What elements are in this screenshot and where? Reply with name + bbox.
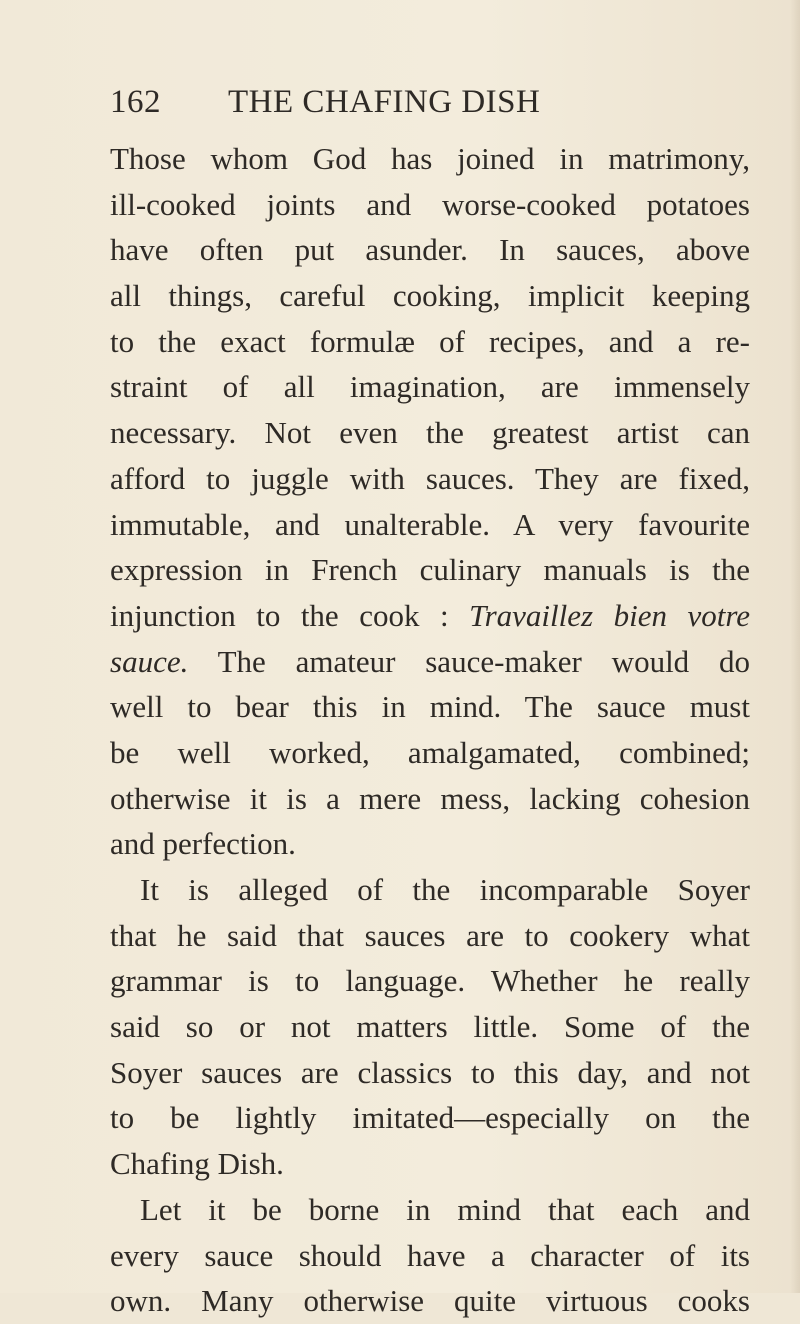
text-line: to be lightly imitated—especially on the	[110, 1100, 750, 1136]
text-line: necessary. Not even the greatest artist can	[110, 415, 750, 451]
text-line: have often put asunder. In sauces, above	[110, 232, 750, 268]
text-line: Those whom God has joined in matrimony,	[110, 141, 750, 176]
text-line: Chafing Dish.	[110, 1146, 284, 1182]
text-line: immutable, and unalterable. A very favourite	[110, 506, 750, 542]
text-line: otherwise it is a mere mess, lacking cohesion	[110, 780, 750, 816]
french-phrase: Travaillez bien votre	[469, 597, 750, 633]
page-number: 162	[110, 84, 161, 120]
text-line	[110, 593, 750, 639]
running-head: THE CHAFING DISH	[228, 84, 541, 120]
text-line: afford to juggle with sauces. They are fixed,	[110, 460, 750, 496]
text-line: said so or not matters little. Some of the	[110, 1009, 750, 1045]
text-line: expression in French culinary manuals is the	[110, 552, 750, 588]
text-line: well to bear this in mind. The sauce must	[110, 689, 750, 725]
text-line: It is alleged of the incomparable Soyer	[140, 872, 750, 907]
text-line: ill-cooked joints and worse-cooked potatoes	[110, 186, 750, 222]
french-phrase: sauce.	[110, 643, 189, 679]
text-line: straint of all imagination, are immensely	[110, 369, 750, 405]
text-line: grammar is to language. Whether he really	[110, 963, 750, 999]
text-line: every sauce should have a character of its	[110, 1237, 750, 1273]
body-text	[110, 136, 750, 1324]
text-line: and perfection.	[110, 826, 296, 862]
text-line: own. Many otherwise quite virtuous cooks	[110, 1283, 750, 1319]
text-line: Soyer sauces are classics to this day, and not	[110, 1054, 750, 1090]
text-segment: injunction to the cook :	[110, 597, 470, 633]
text-line: to the exact formulæ of recipes, and a re-	[110, 323, 750, 359]
page-edge-shadow	[790, 0, 800, 1293]
text-line: Let it be borne in mind that each and	[140, 1191, 750, 1227]
text-line: all things, careful cooking, implicit keeping	[110, 278, 750, 314]
text-line: be well worked, amalgamated, combined;	[110, 734, 750, 770]
text-segment: The amateur sauce-maker would do	[188, 643, 750, 679]
text-line	[110, 639, 750, 685]
page-header	[110, 84, 750, 130]
text-line: that he said that sauces are to cookery what	[110, 917, 750, 953]
